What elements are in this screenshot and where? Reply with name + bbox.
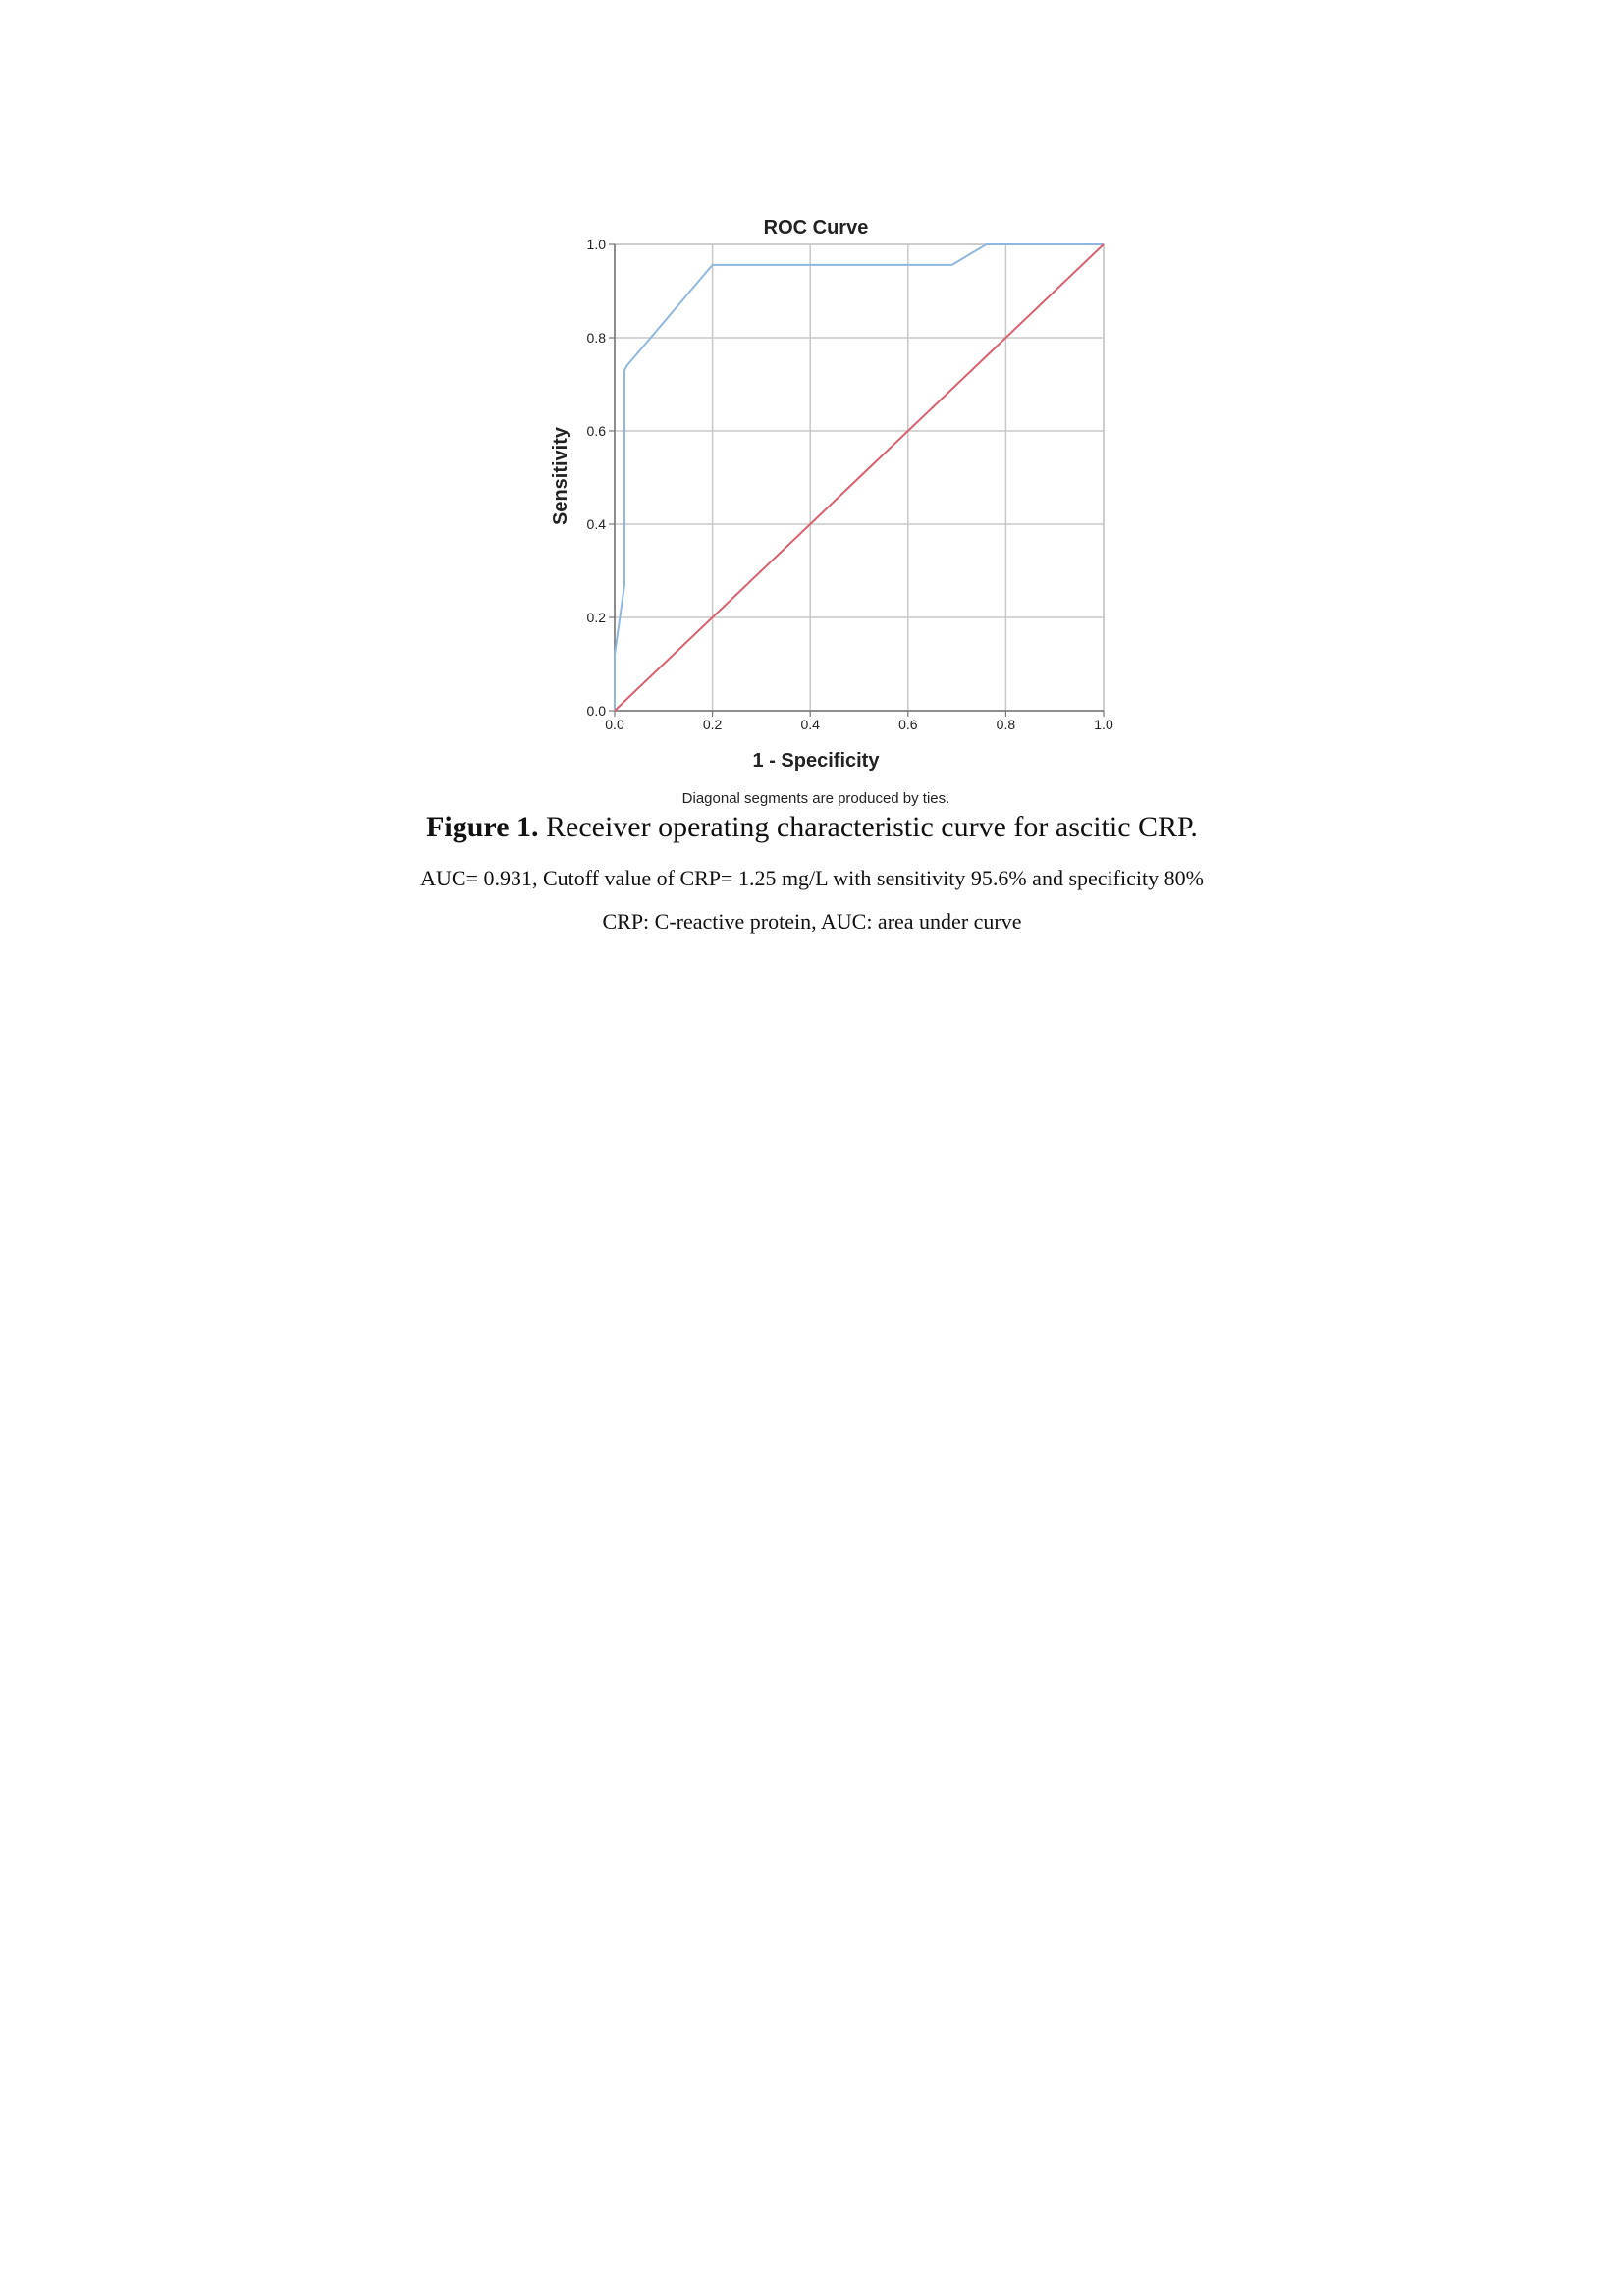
y-tick-label: 1.0 [586, 237, 606, 252]
figure-caption-text: Receiver operating characteristic curve for ascitic CRP. [538, 811, 1198, 843]
reference-diagonal-line [615, 244, 1104, 711]
y-axis-label: Sensitivity [550, 426, 571, 526]
figure-caption [0, 811, 1624, 844]
caption-abbreviations-line: CRP: C-reactive protein, AUC: area under curve [602, 909, 1022, 934]
caption-stats-line: AUC= 0.931, Cutoff value of CRP= 1.25 mg/L with sensitivity 95.6% and specificity 80% [420, 866, 1204, 890]
x-tick-label: 0.6 [898, 717, 918, 732]
x-tick-label: 0.4 [800, 717, 820, 732]
chart-title: ROC Curve [763, 217, 869, 239]
roc-chart [0, 0, 1624, 815]
y-tick-label: 0.8 [586, 330, 606, 346]
y-tick-label: 0.4 [586, 516, 606, 532]
y-tick-label: 0.2 [586, 610, 606, 625]
chart-footnote: Diagonal segments are produced by ties. [681, 790, 950, 807]
y-tick-label: 0.0 [586, 703, 606, 719]
x-tick-label: 0.2 [702, 717, 723, 732]
chart-series [615, 244, 1104, 711]
x-axis-label: 1 - Specificity [752, 750, 880, 772]
x-tick-label: 0.0 [605, 717, 624, 732]
figure-label: Figure 1. [426, 811, 539, 843]
y-tick-label: 0.6 [586, 423, 606, 439]
x-tick-label: 1.0 [1094, 717, 1113, 732]
x-tick-label: 0.8 [996, 717, 1016, 732]
